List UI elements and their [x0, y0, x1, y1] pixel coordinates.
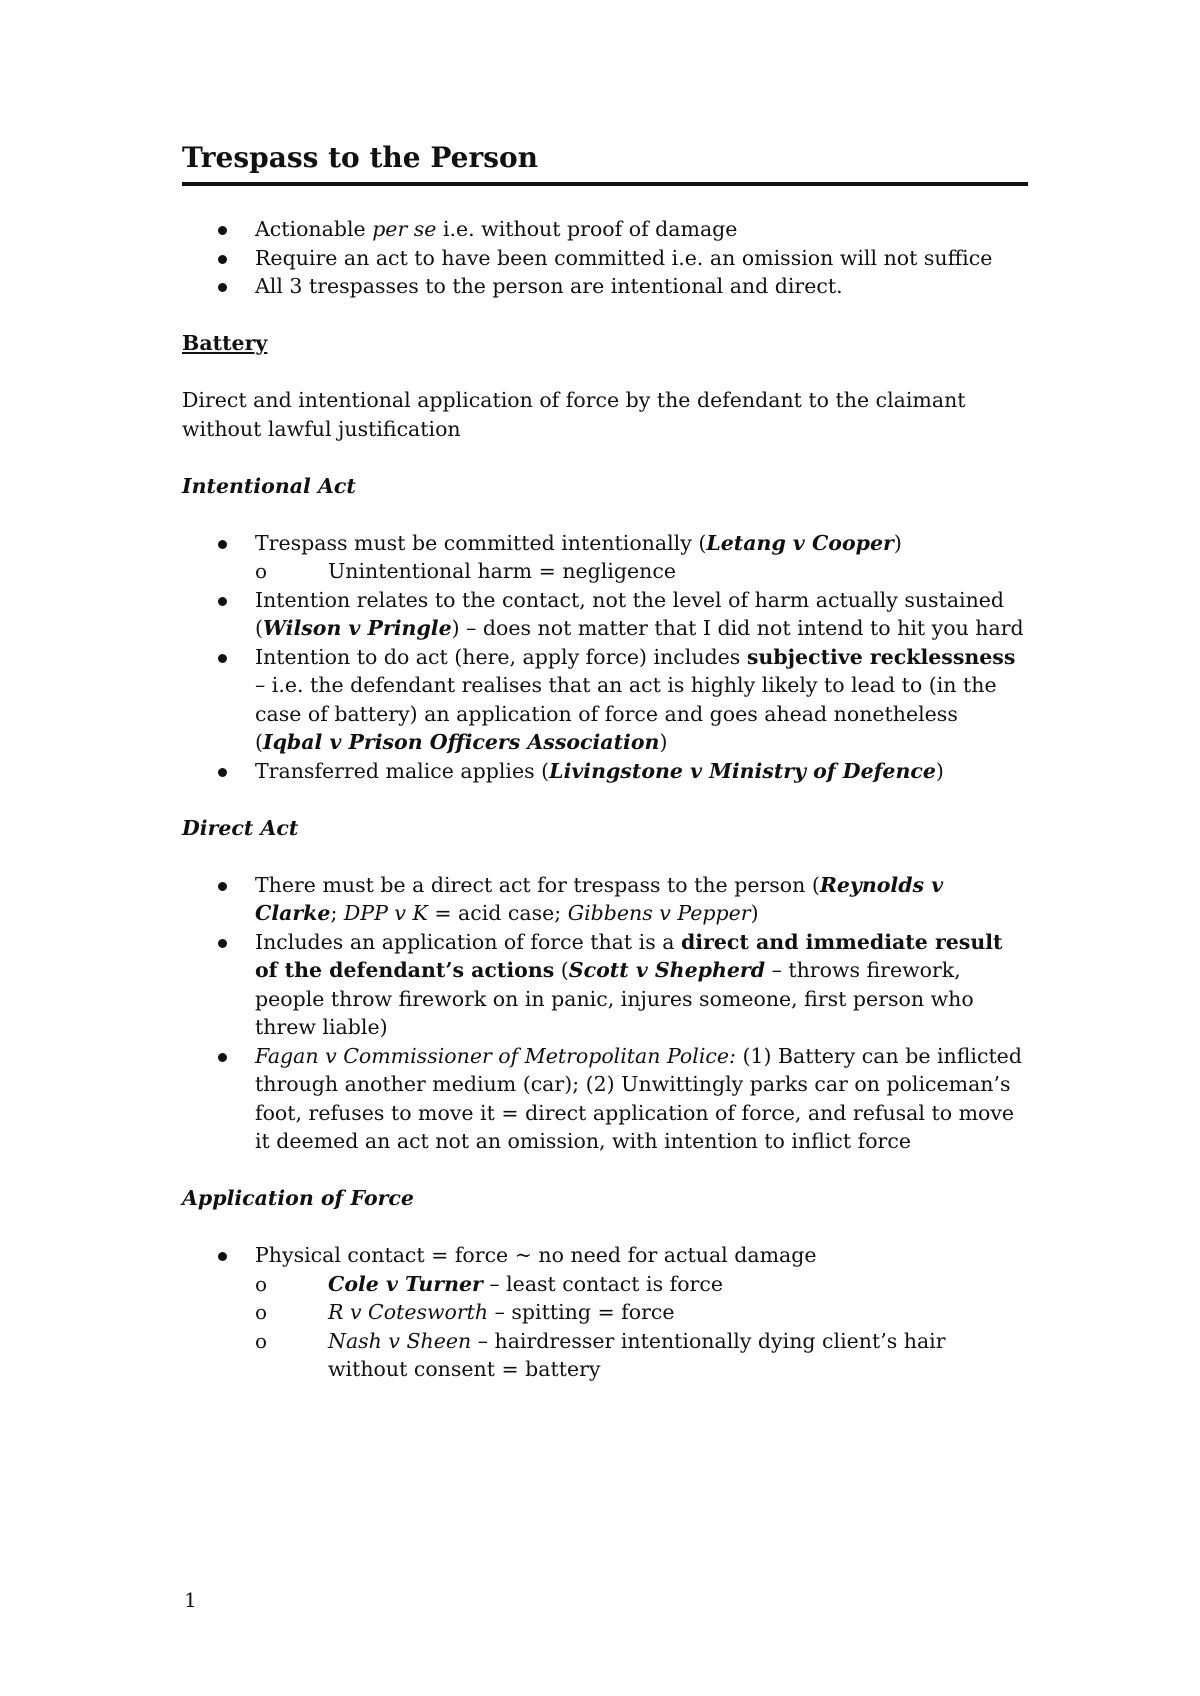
list-item: Includes an application of force that is a direct and immediate result of the defendant’s actions (Scott v Shepherd – throws firework, people throw firework on in panic, injures someone, first person who threw liable) [182, 928, 1028, 1042]
list-item: Actionable per se i.e. without proof of damage [182, 215, 1028, 244]
bullet-icon [218, 255, 227, 264]
list-item: Physical contact = force ~ no need for actual damage o Cole v Turner – least contact is force o R v Cotesworth – spitting = force o Nash v Sheen – hairdresser intentionally dying client’s hair without consent = battery [182, 1241, 1028, 1384]
sub-list-item: o Cole v Turner – least contact is force [255, 1270, 1028, 1299]
list-item: Trespass must be committed intentionally (Letang v Cooper) o Unintentional harm = negligence [182, 529, 1028, 586]
application-of-force-heading: Application of Force [182, 1186, 414, 1210]
intentional-act-list [182, 529, 1028, 786]
application-of-force-list [182, 1241, 1028, 1384]
bullet-icon [218, 882, 227, 891]
list-item: There must be a direct act for trespass to the person (Reynolds v Clarke; DPP v K = acid case; Gibbens v Pepper) [182, 871, 1028, 928]
sub-bullet-icon: o [255, 1328, 268, 1353]
bullet-icon [218, 597, 227, 606]
list-item: All 3 trespasses to the person are intentional and direct. [182, 272, 1028, 301]
sub-list-item: o Unintentional harm = negligence [255, 557, 1028, 586]
case-citation: Iqbal v Prison Officers Association [263, 730, 660, 754]
case-citation: DPP v K [343, 901, 428, 925]
case-citation: Fagan v Commissioner of Metropolitan Police: [255, 1043, 736, 1068]
bullet-icon [218, 939, 227, 948]
page-title: Trespass to the Person [182, 140, 1028, 186]
battery-heading: Battery [182, 331, 268, 355]
bullet-icon [218, 283, 227, 292]
battery-definition: Direct and intentional application of force by the defendant to the claimant without lawful justification [182, 388, 966, 441]
case-citation: Livingstone v Ministry of Defence [549, 758, 936, 783]
list-item: Fagan v Commissioner of Metropolitan Police: (1) Battery can be inflicted through another medium (car); (2) Unwittingly parks car on policeman’s foot, refuses to move it = direct application of force, and refusal to move it deemed an act not an omission, with intention to inflict force [182, 1042, 1028, 1156]
list-item: Require an act to have been committed i.e. an omission will not suffice [182, 244, 1028, 273]
case-citation: Cole v Turner [328, 1271, 483, 1296]
list-item: Transferred malice applies (Livingstone v Ministry of Defence) [182, 757, 1028, 786]
direct-act-list [182, 871, 1028, 1156]
case-citation: Letang v Cooper [706, 530, 894, 555]
bullet-icon [218, 654, 227, 663]
document-body [182, 140, 1028, 1412]
intro-bullet-list [182, 215, 1028, 301]
sub-bullet-icon: o [255, 559, 268, 583]
key-term: subjective recklessness [746, 644, 1016, 669]
case-citation: Gibbens v Pepper [567, 901, 751, 925]
sub-list-item: o R v Cotesworth – spitting = force [255, 1298, 1028, 1327]
list-item: Intention to do act (here, apply force) includes subjective recklessness – i.e. the defendant realises that an act is highly likely to lead to (in the case of battery) an application of force and goes ahead nonetheless (Iqbal v Prison Officers Association) [182, 643, 1028, 757]
case-citation: Wilson v Pringle [263, 616, 452, 640]
case-citation: R v Cotesworth [328, 1300, 489, 1324]
sub-list-item: o Nash v Sheen – hairdresser intentionally dying client’s hair without consent = battery [255, 1328, 946, 1381]
bullet-icon [218, 768, 227, 777]
page-number: 1 [184, 1588, 197, 1612]
sub-bullet-icon: o [255, 1300, 268, 1324]
key-term: direct and immediate result of the defendant’s actions [255, 929, 1003, 982]
sub-bullet-list [255, 1270, 1028, 1384]
case-citation: Reynolds v Clarke [255, 872, 944, 925]
list-item: Intention relates to the contact, not the level of harm actually sustained (Wilson v Pringle) – does not matter that I did not intend to hit you hard [182, 586, 1028, 643]
case-citation: Nash v Sheen [328, 1328, 472, 1353]
sub-bullet-list [255, 557, 1028, 586]
intentional-act-heading: Intentional Act [182, 473, 356, 498]
case-citation: Scott v Shepherd [568, 958, 766, 982]
bullet-icon [218, 1053, 227, 1062]
direct-act-heading: Direct Act [182, 815, 299, 840]
sub-bullet-icon: o [255, 1271, 268, 1296]
bullet-icon [218, 1252, 227, 1261]
bullet-icon [218, 226, 227, 235]
bullet-icon [218, 540, 227, 549]
